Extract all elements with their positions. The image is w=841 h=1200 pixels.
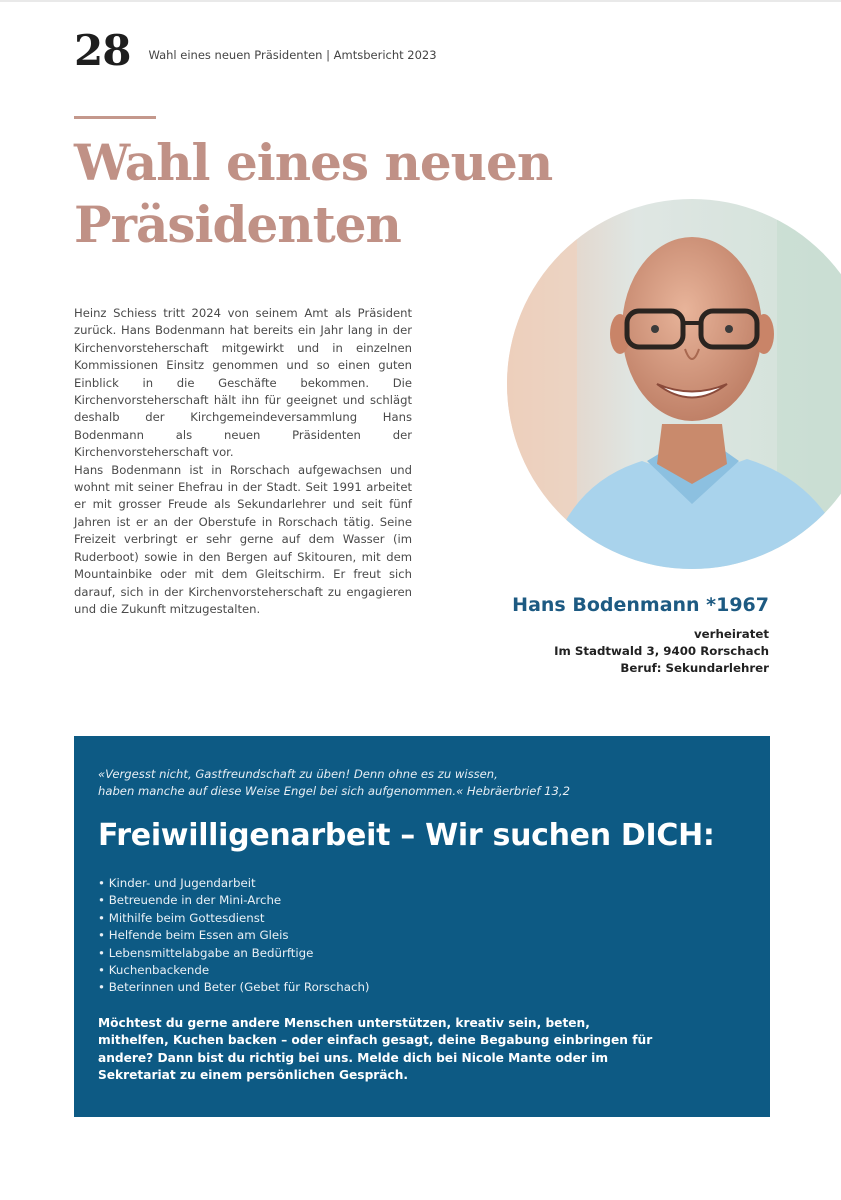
candidate-name: Hans Bodenmann *1967: [512, 594, 769, 616]
bible-quote: [98, 766, 618, 800]
volunteer-heading: Freiwilligenarbeit – Wir suchen DICH:: [98, 818, 715, 853]
candidate-marital-status: verheiratet: [693, 627, 769, 641]
portrait-illustration: [507, 199, 841, 569]
list-item: • Kinder- und Jugendarbeit: [98, 875, 746, 892]
candidate-info: [429, 594, 769, 677]
candidate-job: Beruf: Sekundarlehrer: [620, 661, 769, 675]
list-item: • Kuchenbackende: [98, 962, 746, 979]
portrait-photo: [507, 199, 841, 569]
candidate-details: [429, 626, 769, 677]
page-title: [74, 132, 554, 256]
volunteer-call-to-action: Möchtest du gerne andere Menschen unterstützen, kreativ sein, beten, mithelfen, Kuchen backen – oder einfach gesagt, deine Begabung einbringen für andere? Dann bist du richtig bei uns. Melde dich bei Nicole Mante oder im Sekretariat zu einem persönlichen Gespräch.: [98, 1015, 653, 1083]
list-item: • Beterinnen und Beter (Gebet für Rorschach): [98, 979, 746, 996]
list-item: • Helfende beim Essen am Gleis: [98, 927, 746, 944]
page-header: [74, 26, 437, 74]
list-item: • Lebensmittelabgabe an Bedürftige: [98, 945, 746, 962]
page-number: 28: [74, 26, 131, 75]
bible-quote-line-2: haben manche auf diese Weise Engel bei sich aufgenommen.« Hebräerbrief 13,2: [98, 784, 570, 798]
volunteer-panel: [74, 736, 770, 1117]
article-paragraph-1: Heinz Schiess tritt 2024 von seinem Amt als Präsident zurück. Hans Bodenmann hat bereits ein Jahr lang in der Kirchenvorsteherschaft mitgewirkt und in einzelnen Kommissionen Einsitz genommen und so einen guten Einblick in die Geschäfte bekommen. Die Kirchenvorsteherschaft hält ihn für geeignet und schlägt deshalb der Kirchgemeindeversammlung Hans Bodenmann als neuen Präsidenten der Kirchenvorsteherschaft vor.: [74, 306, 412, 460]
page-title-line-1: Wahl eines neuen: [74, 133, 553, 192]
volunteer-task-list: [98, 875, 746, 997]
article-body: [74, 305, 412, 618]
article-paragraph-2: Hans Bodenmann ist in Rorschach aufgewachsen und wohnt mit seiner Ehefrau in der Stadt. Seit 1991 arbeitet er mit grosser Freude als Sekundarlehrer und seit fünf Jahren ist er an der Oberstufe in Rorschach tätig. Seine Freizeit verbringt er sehr gerne auf dem Wasser (im Ruderboot) sowie in den Bergen auf Skitouren, mit dem Mountainbike oder mit dem Gleitschirm. Er freut sich darauf, sich in der Kirchenvorsteherschaft zu engagieren und die Zukunft mitzugestalten.: [74, 462, 412, 616]
list-item: • Mithilfe beim Gottesdienst: [98, 910, 746, 927]
page-title-line-2: Präsidenten: [74, 195, 401, 254]
title-accent-rule: [74, 116, 156, 119]
page-top-border: [0, 0, 841, 2]
running-title: Wahl eines neuen Präsidenten | Amtsbericht 2023: [148, 48, 437, 62]
bible-quote-line-1: «Vergesst nicht, Gastfreundschaft zu üben! Denn ohne es zu wissen,: [98, 767, 498, 781]
candidate-address: Im Stadtwald 3, 9400 Rorschach: [554, 644, 769, 658]
list-item: • Betreuende in der Mini-Arche: [98, 892, 746, 909]
